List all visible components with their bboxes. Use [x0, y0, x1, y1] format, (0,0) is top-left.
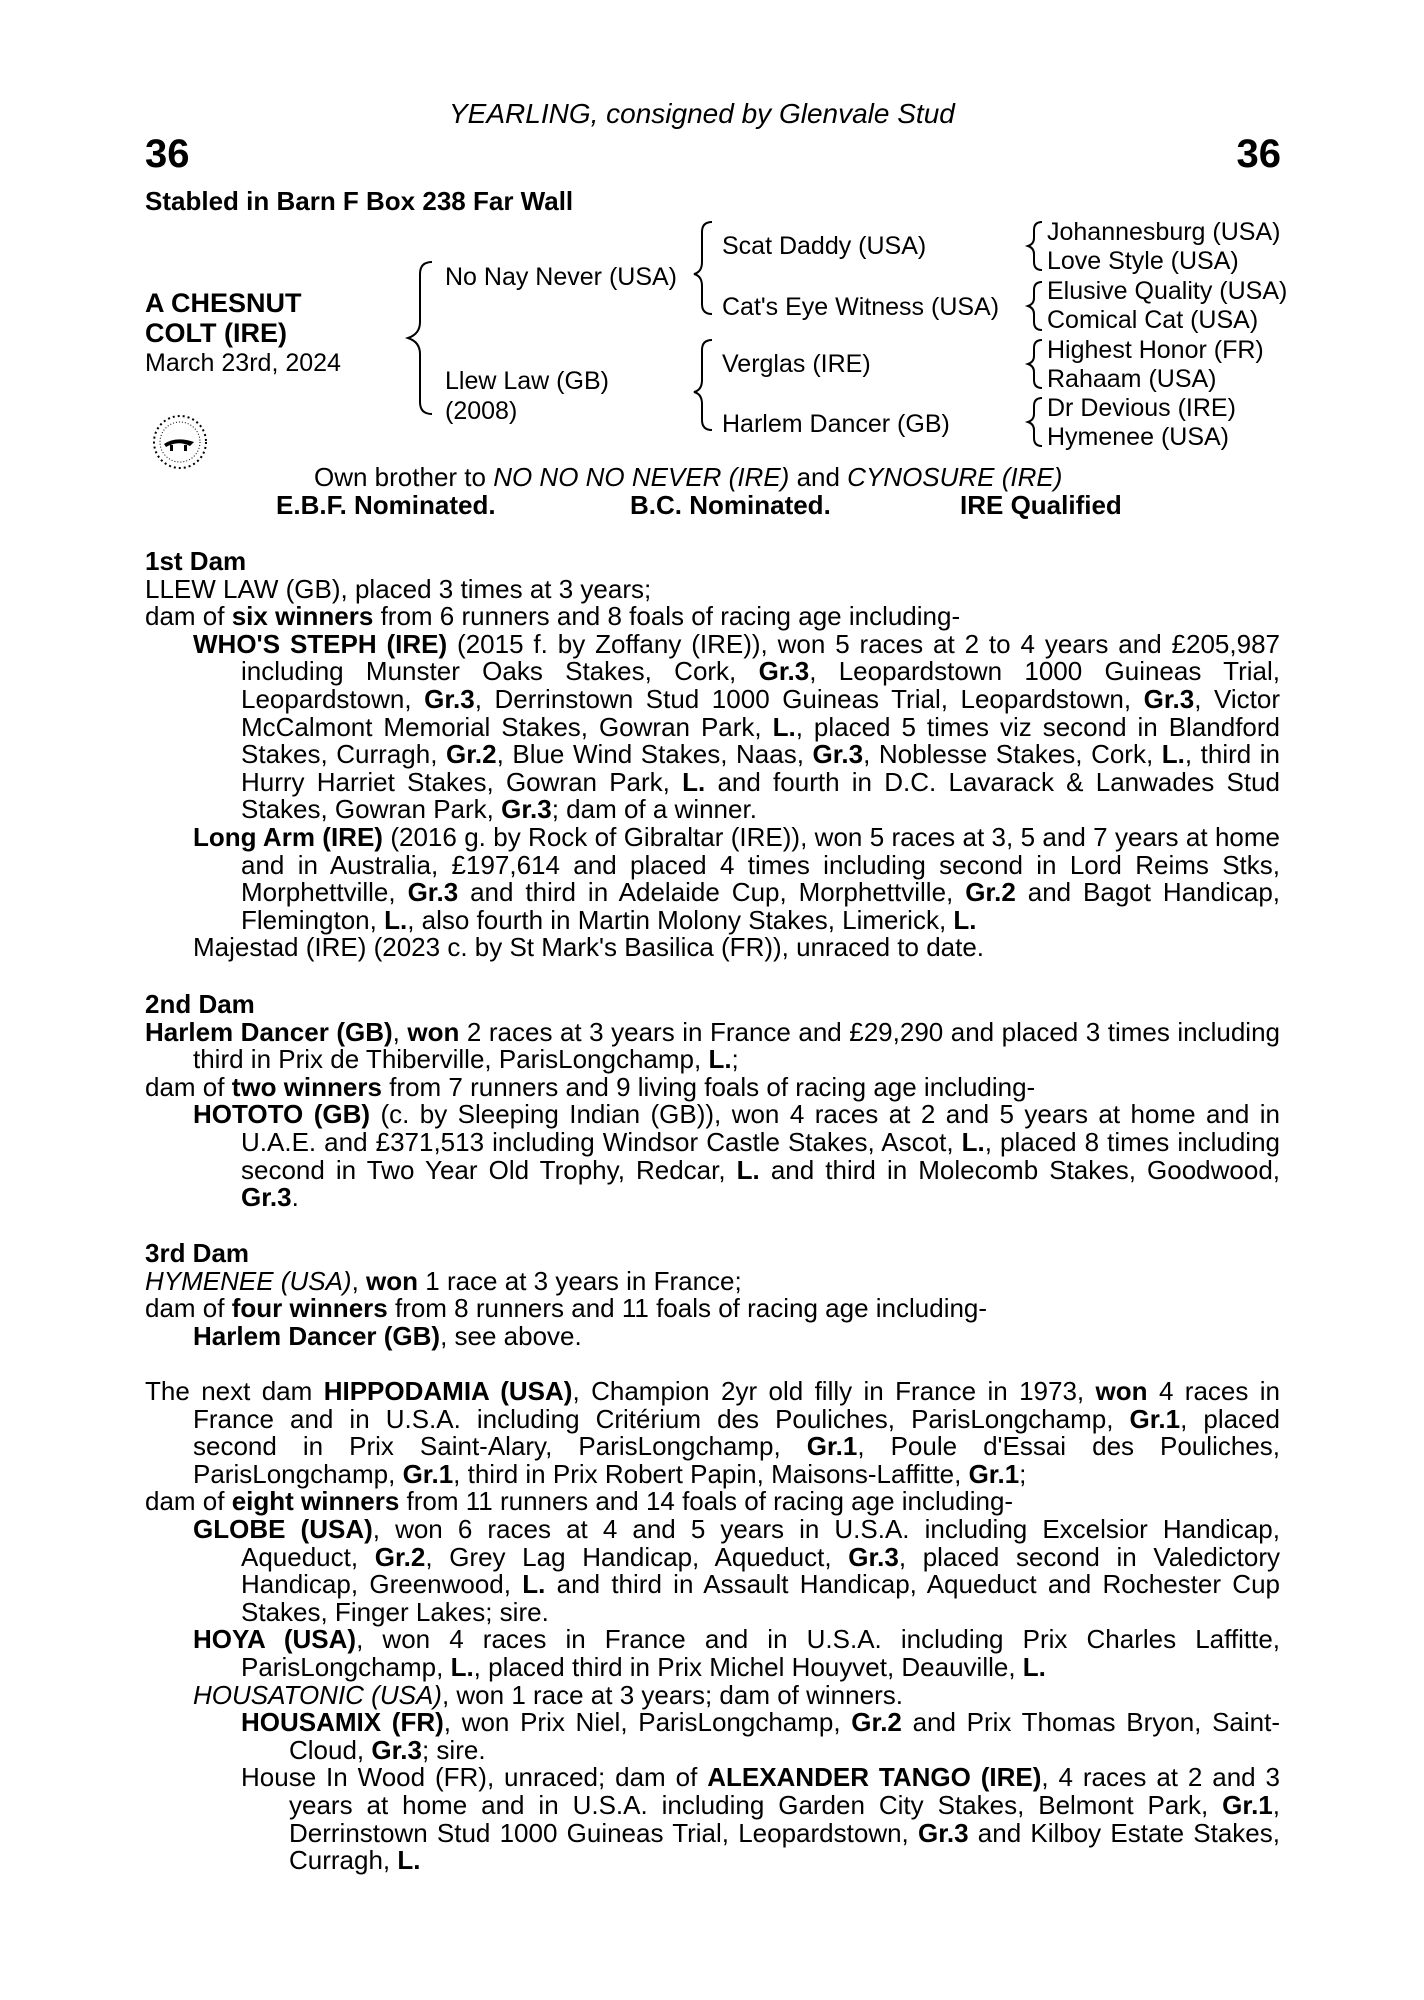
dam-dam: Harlem Dancer (GB) — [722, 410, 950, 438]
sire-dam: Cat's Eye Witness (USA) — [722, 293, 1000, 321]
ggdam-1: Love Style (USA) — [1047, 247, 1239, 275]
produce-summary: dam of six winners from 6 runners and 8 foals of racing age including- — [145, 601, 961, 632]
stabling-info: Stabled in Barn F Box 238 Far Wall — [145, 186, 574, 216]
dam-line: Harlem Dancer (GB), won 2 races at 3 years in France and £29,290 and placed 3 times including third in Prix de Thiberville, ParisLongchamp, L.; — [145, 1016, 1280, 1075]
ggdam-4: Hymenee (USA) — [1047, 423, 1229, 451]
second-dam-section — [145, 991, 1280, 1212]
progeny-entry: HOUSATONIC (USA), won 1 race at 3 years; dam of winners. — [193, 1679, 903, 1710]
lot-number-right: 36 — [1236, 132, 1281, 176]
dam-line: The next dam HIPPODAMIA (USA), Champion 2yr old filly in France in 1973, won 4 races in France and in U.S.A. including Critérium des Pouliches, ParisLongchamp, Gr.1, placed second in Prix Saint-Alary, ParisLongchamp, Gr.1, Poule d'Essai des Pouliches, ParisLongchamp, Gr.1, third in Prix Robert Papin, Maisons-Laffitte, Gr.1; — [145, 1376, 1280, 1489]
ebf-nomination: E.B.F. Nominated. — [276, 490, 496, 520]
progeny-entry: Majestad (IRE) (2023 c. by St Mark's Basilica (FR)), unraced to date. — [193, 932, 985, 963]
progeny-entry: HOTOTO (GB) (c. by Sleeping Indian (GB)), won 4 races at 2 and 5 years at home and in U.A.E. and £371,513 including Windsor Castle Stakes, Ascot, L., placed 8 times including second in Two Year Old Trophy, Redcar, L. and third in Molecomb Stakes, Goodwood, Gr.3. — [193, 1099, 1280, 1213]
section-title: 3rd Dam — [145, 1238, 250, 1268]
ggdam-2: Comical Cat (USA) — [1047, 306, 1259, 334]
sire-name: No Nay Never (USA) — [445, 263, 677, 291]
dam-sire: Verglas (IRE) — [722, 350, 871, 378]
next-dam-section — [145, 1378, 1280, 1875]
progeny-entry: HOYA (USA), won 4 races in France and in U.S.A. including Prix Charles Laffitte, ParisLongchamp, L., placed third in Prix Michel Houyvet, Deauville, L. — [193, 1624, 1280, 1682]
produce-summary: dam of two winners from 7 runners and 9 living foals of racing age including- — [145, 1071, 1036, 1102]
ggsire-1: Johannesburg (USA) — [1047, 218, 1281, 246]
horse-description-line1: A CHESNUT — [145, 288, 302, 318]
lot-number-left: 36 — [145, 132, 190, 176]
dam-line: LLEW LAW (GB), placed 3 times at 3 years; — [145, 573, 652, 604]
foaling-date: March 23rd, 2024 — [145, 349, 341, 377]
third-dam-section — [145, 1240, 1280, 1350]
progeny-entry: GLOBE (USA), won 6 races at 4 and 5 years in U.S.A. including Excelsior Handicap, Aqueduct, Gr.2, Grey Lag Handicap, Aqueduct, Gr.3, placed second in Valedictory Handicap, Greenwood, L. and third in Assault Handicap, Aqueduct and Rochester Cup Stakes, Finger Lakes; sire. — [193, 1513, 1281, 1627]
horse-description-line2: COLT (IRE) — [145, 318, 287, 348]
progeny-entry: Long Arm (IRE) (2016 g. by Rock of Gibraltar (IRE)), won 5 races at 3, 5 and 7 years at home and in Australia, £197,614 and placed 4 times including second in Lord Reims Stks, Morphettville, Gr.3 and third in Adelaide Cup, Morphettville, Gr.2 and Bagot Handicap, Flemington, L., also fourth in Martin Molony Stakes, Limerick, L. — [193, 821, 1281, 935]
produce-summary: dam of four winners from 8 runners and 11 foals of racing age including- — [145, 1293, 988, 1324]
progeny-entry: Harlem Dancer (GB), see above. — [193, 1320, 582, 1351]
progeny-entry: WHO'S STEPH (IRE) (2015 f. by Zoffany (IRE)), won 5 races at 2 to 4 years and £205,987 including Munster Oaks Stakes, Cork, Gr.3, Leopardstown 1000 Guineas Trial, Leopardstown, Gr.3, Derrinstown Stud 1000 Guineas Trial, Leopardstown, Gr.3, Victor McCalmont Memorial Stakes, Gowran Park, L., placed 5 times viz second in Blandford Stakes, Curragh, Gr.2, Blue Wind Stakes, Naas, Gr.3, Noblesse Stakes, Cork, L., third in Hurry Harriet Stakes, Gowran Park, L. and fourth in D.C. Lavarack & Lanwades Stud Stakes, Gowran Park, Gr.3; dam of a winner. — [193, 628, 1281, 825]
first-dam-section — [145, 548, 1280, 962]
ggsire-4: Dr Devious (IRE) — [1047, 394, 1236, 422]
produce-summary: dam of eight winners from 11 runners and 14 foals of racing age including- — [145, 1486, 1014, 1517]
dam-line: HYMENEE (USA), won 1 race at 3 years in France; — [145, 1265, 742, 1296]
grand-progeny-entry: House In Wood (FR), unraced; dam of ALEXANDER TANGO (IRE), 4 races at 2 and 3 years at home and in U.S.A. including Garden City Stakes, Belmont Park, Gr.1, Derrinstown Stud 1000 Guineas Trial, Leopardstown, Gr.3 and Kilboy Estate Stakes, Curragh, L. — [241, 1762, 1280, 1876]
section-title: 1st Dam — [145, 546, 247, 576]
ggsire-3: Highest Honor (FR) — [1047, 336, 1264, 364]
section-title: 2nd Dam — [145, 989, 255, 1019]
bc-nomination: B.C. Nominated. — [630, 490, 831, 520]
sire-sire: Scat Daddy (USA) — [722, 232, 927, 260]
ggdam-3: Rahaam (USA) — [1047, 365, 1217, 393]
ggsire-2: Elusive Quality (USA) — [1047, 277, 1288, 305]
grand-progeny-entry: HOUSAMIX (FR), won Prix Niel, ParisLongchamp, Gr.2 and Prix Thomas Bryon, Saint-Cloud, Gr.3; sire. — [241, 1707, 1280, 1765]
ire-qualified: IRE Qualified — [960, 490, 1122, 520]
consignment-header: YEARLING, consigned by Glenvale Stud — [449, 98, 955, 129]
dam-name: Llew Law (GB) — [445, 367, 609, 395]
dam-year: (2008) — [445, 397, 518, 425]
own-brother-note: Own brother to NO NO NO NEVER (IRE) and CYNOSURE (IRE) — [314, 462, 1063, 492]
